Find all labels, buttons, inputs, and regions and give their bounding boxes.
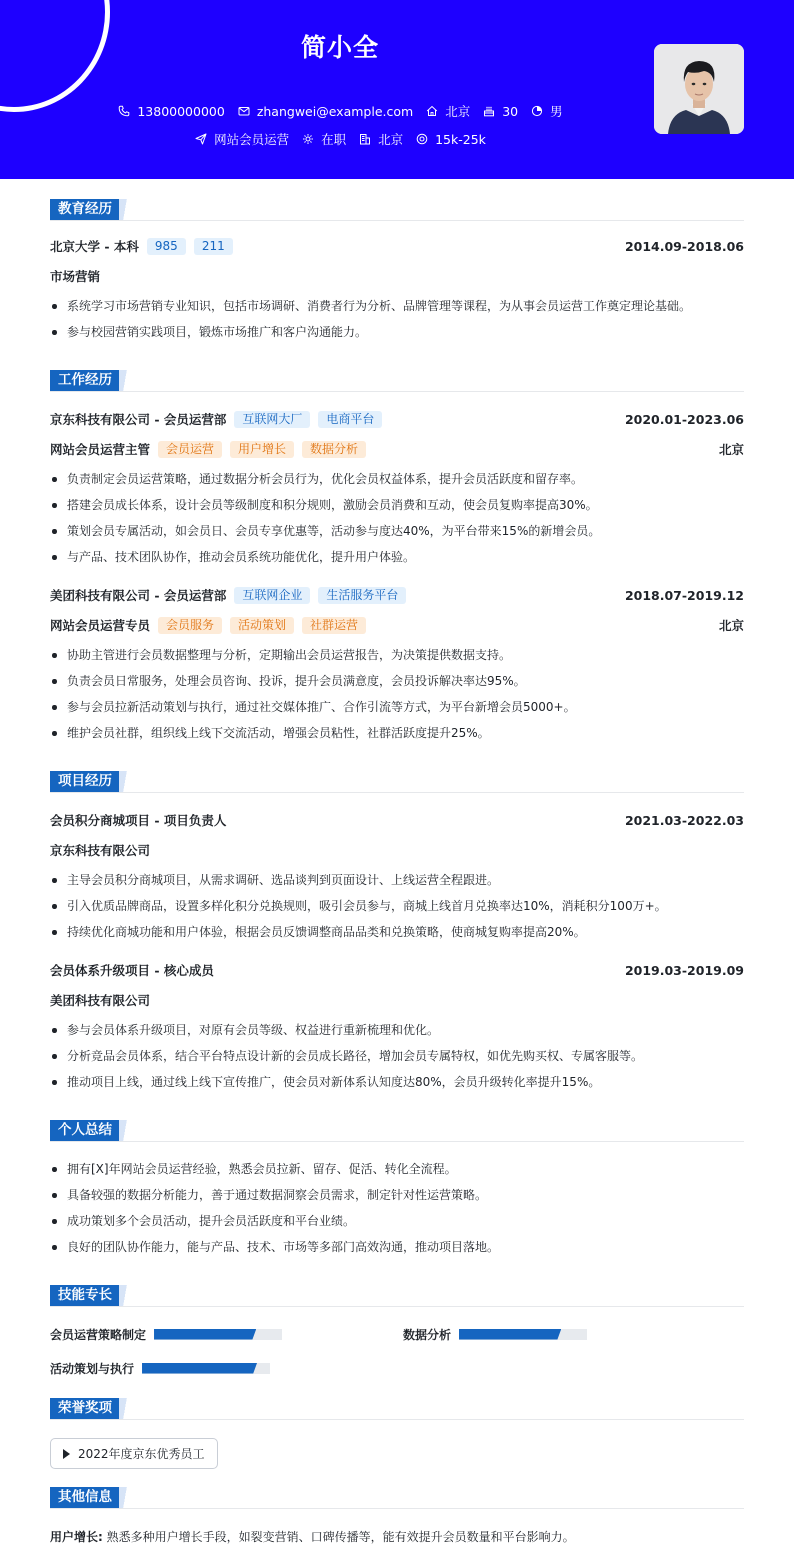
list-item: 负责制定会员运营策略，通过数据分析会员行为，优化会员权益体系，提升会员活跃度和留存率。 (50, 466, 744, 492)
skill-name: 会员运营策略制定 (50, 1327, 147, 1342)
job-position-row (50, 615, 744, 635)
position-tag: 数据分析 (302, 441, 366, 458)
job-status-text: 在职 (321, 132, 347, 147)
play-triangle-icon (63, 1449, 70, 1459)
list-item: 负责会员日常服务，处理会员咨询、投诉，提升会员满意度，会员投诉解决率达95%。 (50, 668, 744, 694)
summary-section (50, 1120, 744, 1254)
list-item: 维护会员社群，组织线上线下交流活动，增强会员粘性，社群活跃度提升25%。 (50, 720, 744, 746)
company-tag: 互联网企业 (234, 587, 310, 604)
skills-section (50, 1285, 744, 1376)
education-date: 2014.09-2018.06 (624, 238, 744, 254)
list-item: 持续优化商城功能和用户体验，根据会员反馈调整商品品类和兑换策略，使商城复购率提高20%。 (50, 919, 744, 945)
school-tag: 211 (194, 238, 233, 255)
list-item: 推动项目上线，通过线上线下宣传推广，使会员对新体系认知度达80%，会员升级转化率提升15%。 (50, 1069, 744, 1095)
salary-item (415, 132, 486, 147)
profile-photo (654, 44, 744, 134)
position-tag: 用户增长 (230, 441, 294, 458)
skill-level-fill (459, 1329, 561, 1340)
project-name: 会员体系升级项目 - 核心成员 (50, 963, 214, 978)
mail-icon (237, 104, 251, 118)
project-bullets (50, 867, 744, 945)
phone-icon (117, 104, 131, 118)
education-bullets (50, 293, 744, 345)
phone-text: 13800000000 (137, 103, 225, 119)
list-item: 主导会员积分商城项目，从需求调研、选品谈判到页面设计、上线运营全程跟进。 (50, 867, 744, 893)
job-bullets (50, 466, 744, 570)
company-tag: 生活服务平台 (318, 587, 406, 604)
job-status-item (301, 130, 346, 148)
skills-header (50, 1285, 744, 1307)
list-item: 系统学习市场营销专业知识，包括市场调研、消费者行为分析、品牌管理等课程，为从事会员运营工作奠定理论基础。 (50, 293, 744, 319)
skill-bar (142, 1363, 270, 1374)
city-text: 北京 (445, 104, 471, 119)
education-row (50, 236, 744, 256)
other-section (50, 1487, 744, 1544)
gender-icon (530, 104, 544, 118)
job-company-row (50, 409, 744, 429)
contact-row (0, 102, 680, 120)
project-company-row (50, 990, 744, 1010)
position-tag: 会员服务 (158, 617, 222, 634)
section-title: 教育经历 (50, 199, 120, 220)
send-icon (194, 132, 208, 146)
projects-section (50, 771, 744, 1089)
skill-item (50, 1358, 270, 1378)
section-title: 个人总结 (50, 1120, 120, 1141)
other-label: 用户增长: (50, 1530, 103, 1544)
list-item: 良好的团队协作能力，能与产品、技术、市场等多部门高效沟通，推动项目落地。 (50, 1234, 744, 1260)
list-item: 搭建会员成长体系，设计会员等级制度和积分规则，激励会员消费和互动，使会员复购率提高30%。 (50, 492, 744, 518)
job-bullets (50, 642, 744, 746)
list-item: 参与会员拉新活动策划与执行，通过社交媒体推广、合作引流等方式，为平台新增会员5000+。 (50, 694, 744, 720)
target-city-text: 北京 (378, 132, 404, 147)
job-city: 北京 (718, 618, 744, 633)
home-icon (425, 104, 439, 118)
list-item: 成功策划多个会员活动，提升会员活跃度和平台业绩。 (50, 1208, 744, 1234)
gender-text: 男 (550, 104, 563, 119)
city-item (425, 102, 470, 120)
position-tag: 会员运营 (158, 441, 222, 458)
project-company: 美团科技有限公司 (50, 993, 151, 1008)
title-decoration (119, 1120, 131, 1141)
other-text: 熟悉多种用户增长手段，如裂变营销、口碑传播等，能有效提升会员数量和平台影响力。 (106, 1530, 575, 1544)
project-row (50, 960, 744, 980)
summary-bullets (50, 1156, 744, 1260)
school-name: 北京大学 - 本科 (50, 239, 139, 254)
section-title: 其他信息 (50, 1487, 120, 1508)
skill-name: 数据分析 (403, 1327, 452, 1342)
email-item (237, 104, 413, 119)
title-decoration (119, 199, 131, 220)
company-name: 美团科技有限公司 - 会员运营部 (50, 588, 227, 603)
section-title: 技能专长 (50, 1285, 120, 1306)
title-decoration (119, 370, 131, 391)
target-position-text: 网站会员运营 (214, 132, 290, 147)
job-date: 2020.01-2023.06 (624, 411, 744, 427)
building-icon (358, 132, 372, 146)
status-icon (301, 132, 315, 146)
skill-level-fill (154, 1329, 256, 1340)
other-info-line (50, 1528, 575, 1545)
resume-header (0, 0, 794, 179)
section-title: 项目经历 (50, 771, 120, 792)
job-date: 2018.07-2019.12 (624, 587, 744, 603)
title-decoration (119, 1398, 131, 1419)
education-section (50, 199, 744, 339)
list-item: 拥有[X]年网站会员运营经验，熟悉会员拉新、留存、促活、转化全流程。 (50, 1156, 744, 1182)
project-date: 2019.03-2019.09 (624, 962, 744, 978)
job-company-row (50, 585, 744, 605)
target-city-item (358, 130, 403, 148)
skill-bar (154, 1329, 282, 1340)
title-decoration (119, 771, 131, 792)
email-text: zhangwei@example.com (256, 103, 414, 119)
award-text: 2022年度京东优秀员工 (78, 1447, 205, 1461)
company-name: 京东科技有限公司 - 会员运营部 (50, 412, 227, 427)
major-row (50, 266, 744, 286)
education-header (50, 199, 744, 221)
award-item[interactable] (50, 1438, 218, 1469)
phone-item (117, 104, 224, 119)
target-position-item (194, 130, 289, 148)
project-name: 会员积分商城项目 - 项目负责人 (50, 813, 227, 828)
work-section (50, 370, 744, 740)
skill-name: 活动策划与执行 (50, 1361, 135, 1376)
position-tag: 社群运营 (302, 617, 366, 634)
title-decoration (119, 1487, 131, 1508)
project-row (50, 810, 744, 830)
job-position-row (50, 439, 744, 459)
list-item: 策划会员专属活动，如会员日、会员专享优惠等，活动参与度达40%，为平台带来15%的新增会员。 (50, 518, 744, 544)
company-tag: 电商平台 (318, 411, 382, 428)
section-title: 荣誉奖项 (50, 1398, 120, 1419)
gender-item (530, 102, 563, 120)
projects-header (50, 771, 744, 793)
awards-header (50, 1398, 744, 1420)
skill-level-fill (142, 1363, 257, 1374)
project-company-row (50, 840, 744, 860)
candidate-name: 简小全 (300, 33, 379, 62)
age-text: 30 (502, 103, 519, 119)
list-item: 分析竞品会员体系，结合平台特点设计新的会员成长路径，增加会员专属特权，如优先购买权、专属客服等。 (50, 1043, 744, 1069)
title-decoration (119, 1285, 131, 1306)
skill-item (50, 1324, 282, 1344)
position-tag: 活动策划 (230, 617, 294, 634)
other-header (50, 1487, 744, 1509)
list-item: 与产品、技术团队协作，推动会员系统功能优化，提升用户体验。 (50, 544, 744, 570)
salary-icon (415, 132, 429, 146)
project-company: 京东科技有限公司 (50, 843, 151, 858)
summary-header (50, 1120, 744, 1142)
job-city: 北京 (718, 442, 744, 457)
section-title: 工作经历 (50, 370, 120, 391)
project-date: 2021.03-2022.03 (624, 812, 744, 828)
skill-item (403, 1324, 587, 1344)
age-icon (482, 104, 496, 118)
project-bullets (50, 1017, 744, 1095)
age-item (482, 104, 518, 119)
list-item: 参与会员体系升级项目，对原有会员等级、权益进行重新梳理和优化。 (50, 1017, 744, 1043)
job-intent-row (0, 130, 680, 148)
salary-text: 15k-25k (435, 131, 486, 147)
company-tag: 互联网大厂 (234, 411, 310, 428)
position-name: 网站会员运营主管 (50, 442, 151, 457)
list-item: 协助主管进行会员数据整理与分析，定期输出会员运营报告，为决策提供数据支持。 (50, 642, 744, 668)
skill-bar (459, 1329, 587, 1340)
major: 市场营销 (50, 269, 101, 284)
awards-section (50, 1398, 744, 1461)
work-header (50, 370, 744, 392)
position-name: 网站会员运营专员 (50, 618, 151, 633)
list-item: 引入优质品牌商品，设置多样化积分兑换规则，吸引会员参与，商城上线首月兑换率达10%，消耗积分100万+。 (50, 893, 744, 919)
list-item: 具备较强的数据分析能力，善于通过数据洞察会员需求，制定针对性运营策略。 (50, 1182, 744, 1208)
list-item: 参与校园营销实践项目，锻炼市场推广和客户沟通能力。 (50, 319, 744, 345)
school-tag: 985 (147, 238, 186, 255)
